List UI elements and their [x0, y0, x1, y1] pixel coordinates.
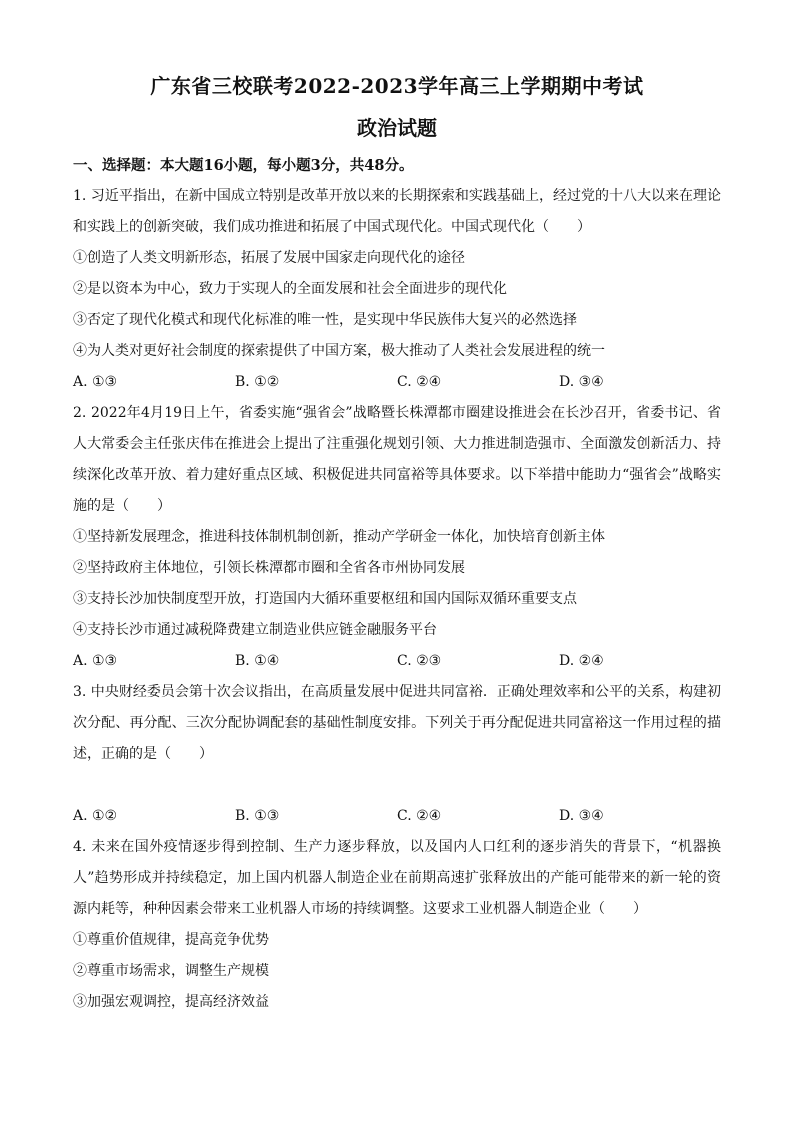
statement-option: ①创造了人类文明新形态，拓展了发展中国家走向现代化的途径 [73, 250, 465, 266]
choice-d: D. ③④ [559, 808, 604, 824]
statement-option: ④为人类对更好社会制度的探索提供了中国方案，极大推动了人类社会发展进程的统一 [73, 343, 605, 359]
choice-b: B. ①③ [235, 808, 280, 824]
question-2 [73, 398, 721, 677]
answer-choices [73, 646, 721, 677]
choice-c: C. ②④ [397, 374, 442, 390]
statement-option: ④支持长沙市通过减税降费建立制造业供应链金融服务平台 [73, 622, 437, 638]
question-stem: 4. 未来在国外疫情逐步得到控制、生产力逐步释放，以及国内人口红利的逐步消失的背景下，“机器换人”趋势形成并持续稳定，加上国内机器人制造企业在前期高速扩张释放出的产能可能带来的新一轮的资源内耗等，种种因素会带来工业机器人市场的持续调整。这要求工业机器人制造企业（ ） [73, 839, 721, 917]
choice-b: B. ①④ [235, 653, 280, 669]
exam-subtitle: 政治试题 [357, 116, 437, 140]
section-heading: 一、选择题：本大题16小题，每小题3分，共48分。 [73, 157, 414, 174]
choice-d: D. ③④ [559, 374, 604, 390]
question-stem: 1. 习近平指出，在新中国成立特别是改革开放以来的长期探索和实践基础上，经过党的十八大以来在理论和实践上的创新突破，我们成功推进和拓展了中国式现代化。中国式现代化（ ） [73, 188, 721, 235]
choice-a: A. ①③ [73, 653, 118, 669]
question-1 [73, 181, 721, 398]
choice-a: A. ①② [73, 808, 118, 824]
answer-choices [73, 367, 721, 398]
statement-option: ①坚持新发展理念，推进科技体制机制创新，推动产学研金一体化，加快培育创新主体 [73, 529, 605, 545]
statement-option: ③加强宏观调控，提高经济效益 [73, 994, 269, 1010]
choice-c: C. ②③ [397, 653, 442, 669]
blank-space [73, 770, 721, 801]
choice-d: D. ②④ [559, 653, 604, 669]
choice-c: C. ②④ [397, 808, 442, 824]
exam-title: 广东省三校联考2022-2023学年高三上学期期中考试 [150, 74, 644, 98]
question-stem: 2. 2022年4月19日上午，省委实施“强省会”战略暨长株潭都市圈建设推进会在长沙召开，省委书记、省人大常委会主任张庆伟在推进会上提出了注重强化规划引领、大力推进制造强市、全面激发创新活力、持续深化改革开放、着力建好重点区域、积极促进共同富裕等具体要求。以下举措中能助力“强省会”战略实施的是（ ） [73, 405, 721, 514]
question-stem: 3. 中央财经委员会第十次会议指出，在高质量发展中促进共同富裕．正确处理效率和公平的关系，构建初次分配、再分配、三次分配协调配套的基础性制度安排。下列关于再分配促进共同富裕这一作用过程的描述，正确的是（ ） [73, 684, 721, 762]
choice-a: A. ①③ [73, 374, 118, 390]
statement-option: ①尊重价值规律，提高竞争优势 [73, 932, 269, 948]
question-4 [73, 832, 721, 1018]
choice-b: B. ①② [235, 374, 280, 390]
statement-option: ③否定了现代化模式和现代化标准的唯一性，是实现中华民族伟大复兴的必然选择 [73, 312, 577, 328]
answer-choices [73, 801, 721, 832]
statement-option: ②是以资本为中心，致力于实现人的全面发展和社会全面进步的现代化 [73, 281, 507, 297]
statement-option: ③支持长沙加快制度型开放，打造国内大循环重要枢纽和国内国际双循环重要支点 [73, 591, 577, 607]
exam-content [73, 150, 721, 1018]
statement-option: ②尊重市场需求，调整生产规模 [73, 963, 269, 979]
statement-option: ②坚持政府主体地位，引领长株潭都市圈和全省各市州协同发展 [73, 560, 465, 576]
question-3 [73, 677, 721, 832]
